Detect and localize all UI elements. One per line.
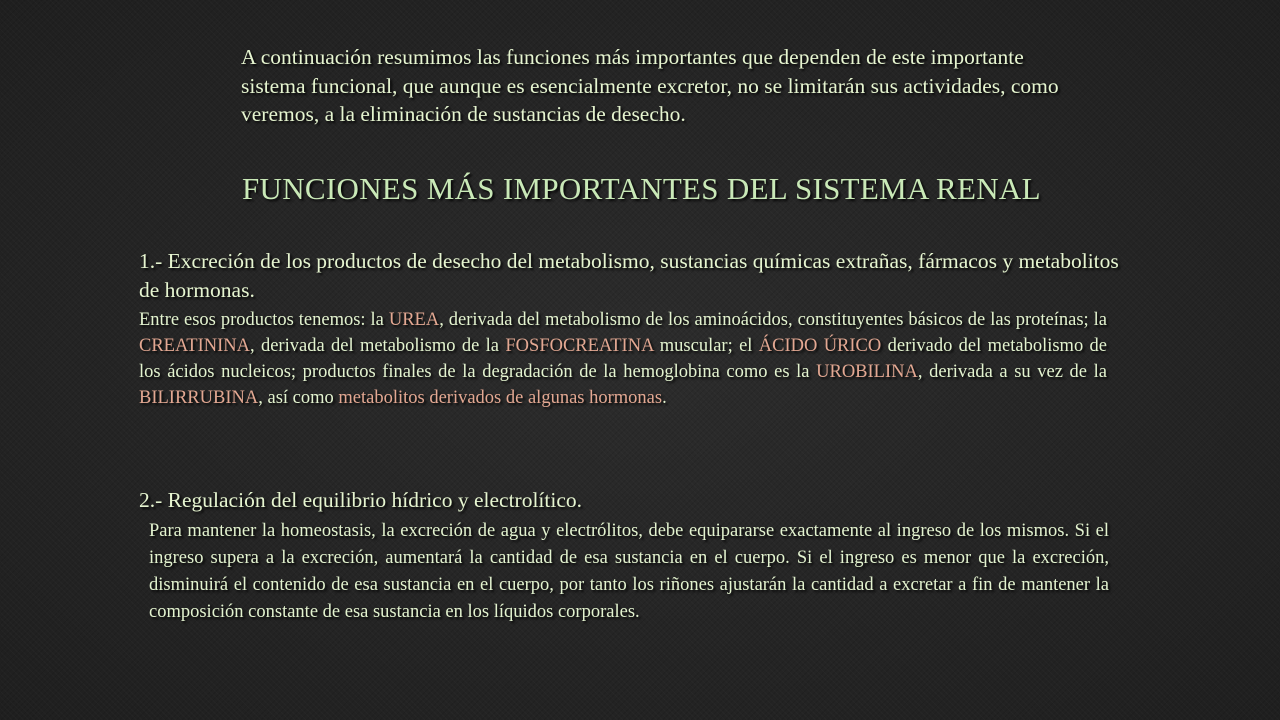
term-creatinina: CREATININA xyxy=(139,336,250,356)
term-urea: UREA xyxy=(388,310,440,330)
section1-text-3: , derivada del metabolismo de la xyxy=(250,336,506,356)
section2-heading: 2.- Regulación del equilibrio hídrico y electrolítico. xyxy=(139,488,583,512)
section1-body xyxy=(139,307,1107,411)
intro-paragraph: A continuación resumimos las funciones más importantes que dependen de este importante sistema funcional, que aunque es esencialmente excretor, no se limitarán sus actividades, como veremos, a la eliminación de sustancias de desecho. xyxy=(241,45,1059,126)
term-acido-urico: ÁCIDO ÚRICO xyxy=(758,336,882,356)
section1-text-2: , derivada del metabolismo de los aminoácidos, constituyentes básicos de las proteínas; la xyxy=(439,310,1107,330)
term-metabolitos: metabolitos derivados de algunas hormonas xyxy=(338,388,663,408)
section2-body: Para mantener la homeostasis, la excreción de agua y electrólitos, debe equipararse exactamente al ingreso de los mismos. Si el ingreso supera a la excreción, aumentará la cantidad de esa sustancia en el cuerpo. Si el ingreso es menor que la excreción, disminuirá el contenido de esa sustancia en el cuerpo, por tanto los riñones ajustarán la cantidad a excretar a fin de mantener la composición constante de esa sustancia en los líquidos corporales. xyxy=(149,521,1109,622)
term-bilirrubina: BILIRRUBINA xyxy=(139,388,259,408)
section1-heading: 1.- Excreción de los productos de desecho del metabolismo, sustancias químicas extrañas, fármacos y metabolitos de hormonas. xyxy=(139,249,1119,302)
term-urobilina: UROBILINA xyxy=(816,362,918,382)
section1-text-5: derivado del metabolismo de los ácidos nucleicos; productos finales de la degradación de la hemoglobina como es la xyxy=(139,336,1108,382)
slide-title: FUNCIONES MÁS IMPORTANTES DEL SISTEMA RENAL xyxy=(242,171,1041,206)
section1-text-7: , así como xyxy=(258,388,339,408)
term-fosfocreatina: FOSFOCREATINA xyxy=(505,336,654,356)
section1-text-8: . xyxy=(662,388,667,408)
section1-text-4: muscular; el xyxy=(653,336,759,356)
section1-text-6: , derivada a su vez de la xyxy=(917,362,1107,382)
section1-text-1: Entre esos productos tenemos: la xyxy=(139,310,389,330)
